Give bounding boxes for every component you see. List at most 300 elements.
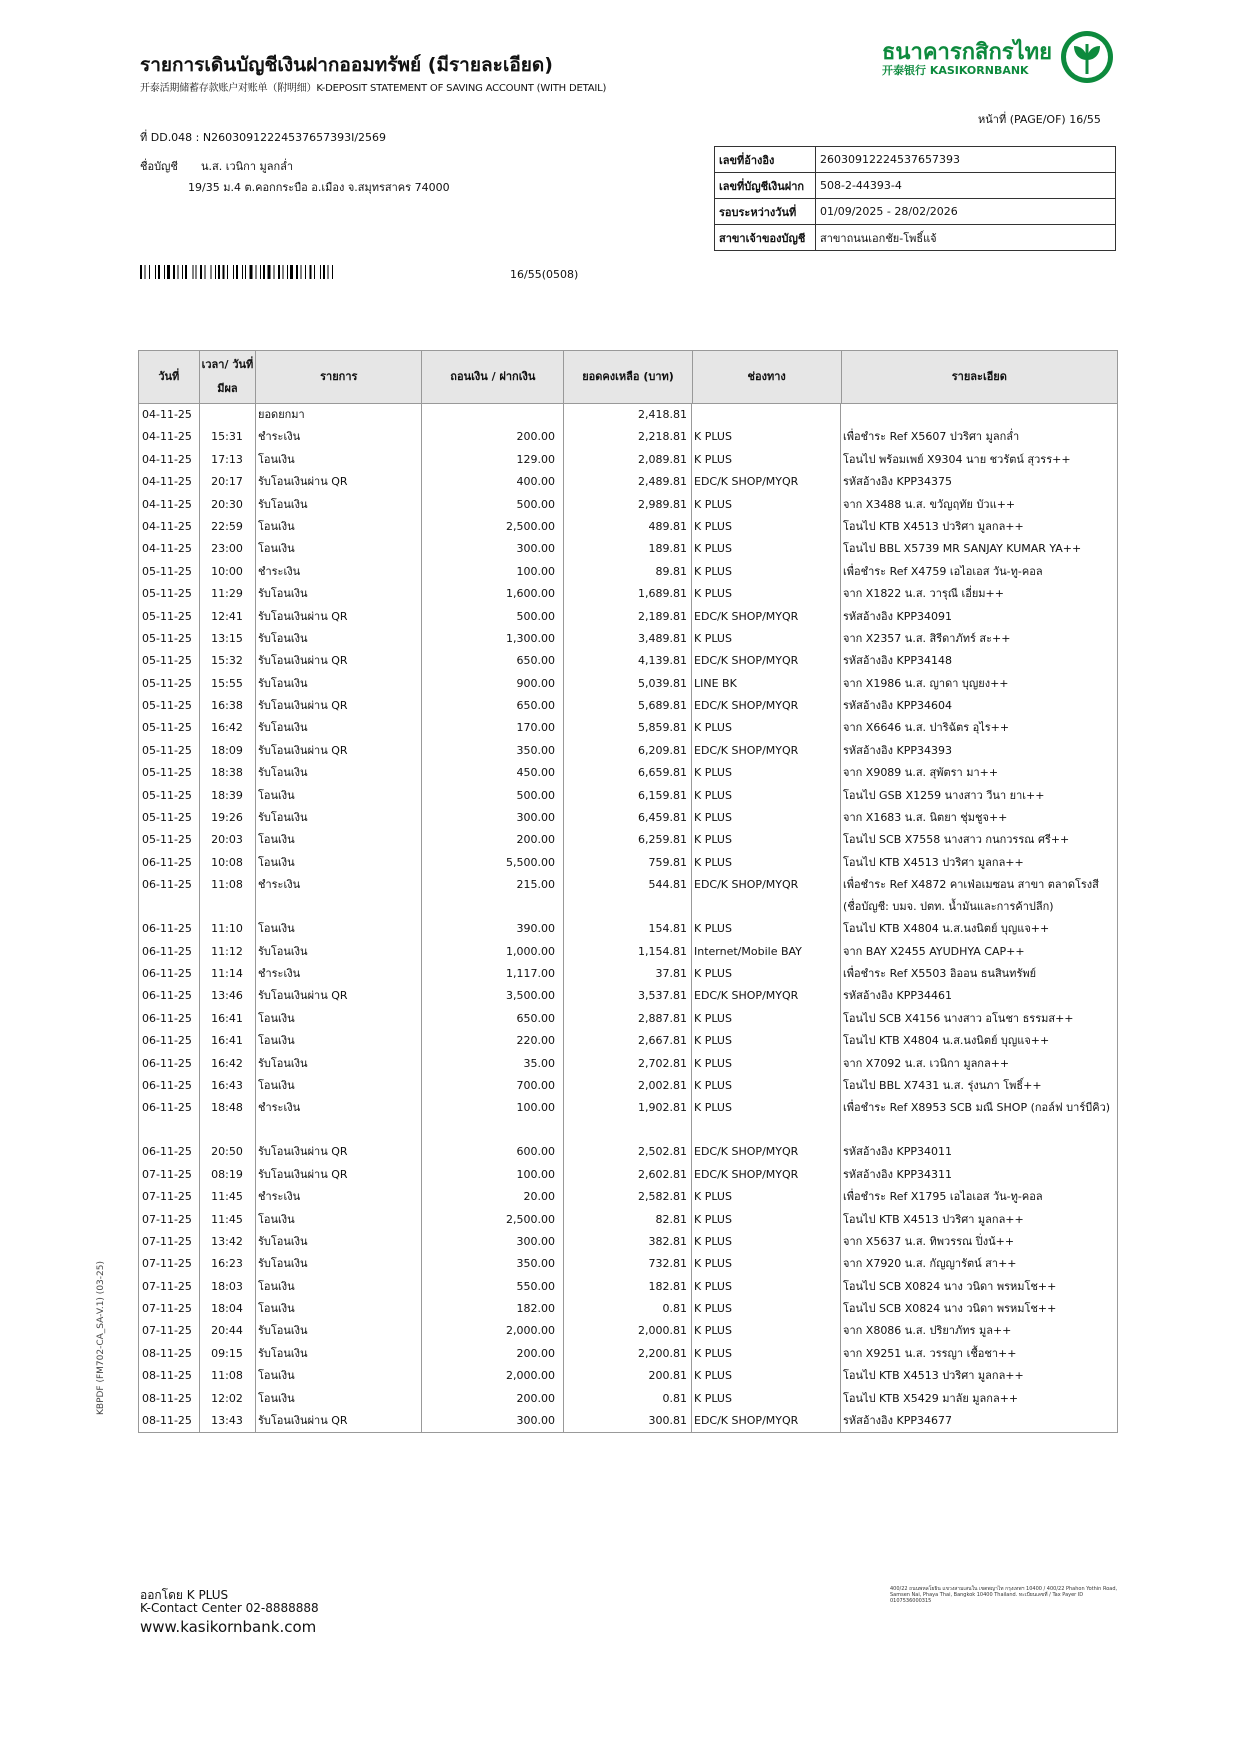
row-balance: 0.81	[662, 1391, 687, 1405]
row-detail: โอนไป KTB X5429 มาลัย มูลกล++	[843, 1391, 1019, 1405]
row-detail: จาก X8086 น.ส. ปริยาภัทร มูล++	[843, 1324, 1012, 1338]
col-description-header: รายการ	[256, 351, 422, 403]
row-amount: 129.00	[516, 452, 555, 466]
row-detail: เพื่อชำระ Ref X5607 ปวริศา มูลกล่ำ	[843, 430, 1020, 444]
account-info-label: สาขาเจ้าของบัญชี	[715, 225, 816, 251]
row-date: 04-11-25	[142, 452, 192, 466]
row-date: 06-11-25	[142, 1145, 192, 1159]
row-time: 11:45	[211, 1190, 243, 1204]
row-description: โอนเงิน	[258, 855, 295, 869]
row-detail: จาก X7092 น.ส. เวนิกา มูลกล++	[843, 1056, 1010, 1070]
row-amount: 1,600.00	[506, 587, 555, 601]
row-detail: โอนไป SCB X0824 นาง วนิดา พรหมโช++	[843, 1302, 1057, 1316]
row-time: 11:08	[211, 878, 243, 892]
row-channel: K PLUS	[694, 811, 732, 825]
row-date: 05-11-25	[142, 699, 192, 713]
column-divider	[563, 403, 564, 1432]
row-date: 05-11-25	[142, 564, 192, 578]
row-time: 11:45	[211, 1212, 243, 1226]
row-detail: โอนไป KTB X4513 ปวริศา มูลกล++	[843, 519, 1024, 533]
row-description: รับโอนเงิน	[258, 721, 308, 735]
row-description: ชำระเงิน	[258, 878, 301, 892]
table-row	[139, 1231, 1117, 1253]
row-balance: 5,689.81	[638, 699, 687, 713]
row-amount: 500.00	[516, 497, 555, 511]
row-description: ชำระเงิน	[258, 430, 301, 444]
row-balance: 2,218.81	[638, 430, 687, 444]
row-description: โอนเงิน	[258, 1391, 295, 1405]
row-channel: EDC/K SHOP/MYQR	[694, 1414, 799, 1428]
row-description: รับโอนเงินผ่าน QR	[258, 989, 348, 1003]
issued-by: ออกโดย K PLUS	[140, 1588, 229, 1602]
account-info-value: สาขาถนนเอกชัย-โพธิ์แจ้	[816, 225, 1116, 251]
row-detail: รหัสอ้างอิง KPP34461	[843, 989, 952, 1003]
row-description: รับโอนเงินผ่าน QR	[258, 654, 348, 668]
row-channel: EDC/K SHOP/MYQR	[694, 878, 799, 892]
table-row	[139, 449, 1117, 471]
row-description: รับโอนเงินผ่าน QR	[258, 609, 348, 623]
row-date: 04-11-25	[142, 542, 192, 556]
row-time: 19:26	[211, 811, 243, 825]
table-row	[139, 628, 1117, 650]
row-channel: K PLUS	[694, 631, 732, 645]
row-channel: EDC/K SHOP/MYQR	[694, 1167, 799, 1181]
contact-center: K-Contact Center 02-8888888	[140, 1601, 319, 1615]
row-balance: 2,089.81	[638, 452, 687, 466]
row-balance: 82.81	[655, 1212, 687, 1226]
row-time: 13:15	[211, 631, 243, 645]
page-indicator: หน้าที่ (PAGE/OF) 16/55	[978, 113, 1101, 126]
row-balance: 2,887.81	[638, 1011, 687, 1025]
account-info-label: รอบระหว่างวันที่	[715, 199, 816, 225]
row-date: 06-11-25	[142, 855, 192, 869]
row-date: 05-11-25	[142, 743, 192, 757]
row-description: ชำระเงิน	[258, 1101, 301, 1115]
row-time: 15:31	[211, 430, 243, 444]
row-description: โอนเงิน	[258, 1078, 295, 1092]
col-date-header: วันที่	[139, 351, 200, 403]
row-amount: 500.00	[516, 609, 555, 623]
col-amount-header: ถอนเงิน / ฝากเงิน	[422, 351, 564, 403]
row-amount: 300.00	[516, 542, 555, 556]
table-row	[139, 1410, 1117, 1432]
row-channel: K PLUS	[694, 788, 732, 802]
bank-website: www.kasikornbank.com	[140, 1618, 317, 1636]
row-description: รับโอนเงิน	[258, 811, 308, 825]
row-detail: รหัสอ้างอิง KPP34604	[843, 699, 952, 713]
row-balance: 5,039.81	[638, 676, 687, 690]
account-info-value: 26030912224537657393	[816, 147, 1116, 173]
row-amount: 650.00	[516, 1011, 555, 1025]
row-time: 11:12	[211, 944, 243, 958]
row-detail: โอนไป BBL X7431 น.ส. รุ่งนภา โพธิ์++	[843, 1078, 1042, 1092]
table-row	[139, 807, 1117, 829]
table-row	[139, 404, 1117, 426]
row-time: 22:59	[211, 519, 243, 533]
row-amount: 100.00	[516, 1167, 555, 1181]
row-description: โอนเงิน	[258, 922, 295, 936]
row-channel: K PLUS	[694, 542, 732, 556]
table-row	[139, 1276, 1117, 1298]
row-balance: 2,582.81	[638, 1190, 687, 1204]
row-detail: เพื่อชำระ Ref X4759 เอไอเอส วัน-ทู-คอล	[843, 564, 1043, 578]
row-amount: 900.00	[516, 676, 555, 690]
row-detail: โอนไป พร้อมเพย์ X9304 นาย ชวรัตน์ สุวรร++	[843, 452, 1071, 466]
column-divider	[421, 403, 422, 1432]
column-divider	[255, 403, 256, 1432]
row-balance: 182.81	[648, 1279, 687, 1293]
row-time: 11:14	[211, 966, 243, 980]
row-balance: 489.81	[648, 519, 687, 533]
row-amount: 2,500.00	[506, 1212, 555, 1226]
row-channel: K PLUS	[694, 497, 732, 511]
account-info-row	[715, 173, 1116, 199]
row-date: 05-11-25	[142, 788, 192, 802]
row-date: 04-11-25	[142, 519, 192, 533]
row-amount: 2,500.00	[506, 519, 555, 533]
row-detail: จาก X1683 น.ส. นิตยา ชุ่มชูจ++	[843, 811, 1008, 825]
row-date: 05-11-25	[142, 676, 192, 690]
row-amount: 5,500.00	[506, 855, 555, 869]
row-time: 09:15	[211, 1346, 243, 1360]
table-row	[139, 1209, 1117, 1231]
table-row	[139, 583, 1117, 605]
col-balance-header: ยอดคงเหลือ (บาท)	[564, 351, 692, 403]
row-balance: 2,200.81	[638, 1346, 687, 1360]
table-row	[139, 426, 1117, 448]
table-row	[139, 516, 1117, 538]
row-balance: 2,602.81	[638, 1167, 687, 1181]
row-date: 07-11-25	[142, 1167, 192, 1181]
table-row	[139, 673, 1117, 695]
row-amount: 350.00	[516, 1257, 555, 1271]
row-description: โอนเงิน	[258, 1279, 295, 1293]
row-description: รับโอนเงิน	[258, 587, 308, 601]
row-balance: 0.81	[662, 1302, 687, 1316]
row-date: 05-11-25	[142, 766, 192, 780]
row-amount: 215.00	[516, 878, 555, 892]
row-amount: 100.00	[516, 564, 555, 578]
row-description: รับโอนเงิน	[258, 766, 308, 780]
table-row	[139, 561, 1117, 583]
row-channel: K PLUS	[694, 966, 732, 980]
table-row	[139, 874, 1117, 918]
row-time: 15:55	[211, 676, 243, 690]
row-time: 16:43	[211, 1078, 243, 1092]
table-row	[139, 785, 1117, 807]
row-date: 08-11-25	[142, 1369, 192, 1383]
row-time	[199, 404, 255, 426]
row-description: ยอดยกมา	[258, 408, 305, 421]
row-date: 04-11-25	[142, 475, 192, 489]
row-time: 16:38	[211, 699, 243, 713]
row-description: รับโอนเงินผ่าน QR	[258, 1145, 348, 1159]
row-description: รับโอนเงินผ่าน QR	[258, 1414, 348, 1428]
row-amount: 1,000.00	[506, 944, 555, 958]
row-detail: โอนไป KTB X4513 ปวริศา มูลกล++	[843, 855, 1024, 869]
table-row	[139, 717, 1117, 739]
row-time: 16:41	[211, 1034, 243, 1048]
row-date: 05-11-25	[142, 609, 192, 623]
row-description: รับโอนเงินผ่าน QR	[258, 1167, 348, 1181]
table-row	[139, 829, 1117, 851]
row-date: 07-11-25	[142, 1190, 192, 1204]
row-amount: 100.00	[516, 1101, 555, 1115]
row-date: 07-11-25	[142, 1324, 192, 1338]
row-time: 16:42	[211, 721, 243, 735]
row-time: 12:41	[211, 609, 243, 623]
account-address: 19/35 ม.4 ต.คอกกระบือ อ.เมือง จ.สมุทรสาคร 74000	[188, 181, 450, 194]
table-row	[139, 1388, 1117, 1410]
row-description: โอนเงิน	[258, 1302, 295, 1316]
row-detail: จาก X9251 น.ส. วรรญา เชื้อชา++	[843, 1346, 1017, 1360]
row-detail: จาก X1986 น.ส. ญาดา บุญยง++	[843, 676, 1009, 690]
column-divider	[691, 403, 692, 1432]
row-description: โอนเงิน	[258, 542, 295, 556]
row-description: โอนเงิน	[258, 452, 295, 466]
row-balance: 2,000.81	[638, 1324, 687, 1338]
row-channel: K PLUS	[694, 1078, 732, 1092]
row-channel: K PLUS	[694, 833, 732, 847]
row-amount: 200.00	[516, 1391, 555, 1405]
row-detail: โอนไป BBL X5739 MR SANJAY KUMAR YA++	[843, 542, 1082, 556]
row-amount: 650.00	[516, 699, 555, 713]
row-balance: 4,139.81	[638, 654, 687, 668]
table-row	[139, 852, 1117, 874]
row-amount: 3,500.00	[506, 989, 555, 1003]
table-row	[139, 1343, 1117, 1365]
account-info-label: เลขที่อ้างอิง	[715, 147, 816, 173]
barcode-icon	[140, 265, 385, 279]
row-date: 05-11-25	[142, 833, 192, 847]
row-balance: 382.81	[648, 1234, 687, 1248]
row-channel: K PLUS	[694, 1302, 732, 1316]
barcode-number: 16/55(0508)	[510, 268, 579, 281]
table-row	[139, 494, 1117, 516]
row-balance: 2,502.81	[638, 1145, 687, 1159]
row-detail: เพื่อชำระ Ref X5503 อิออน ธนสินทรัพย์	[843, 966, 1037, 980]
row-time: 11:10	[211, 922, 243, 936]
table-row	[139, 740, 1117, 762]
account-info-table	[714, 146, 1116, 251]
table-row	[139, 1298, 1117, 1320]
table-row	[139, 1097, 1117, 1141]
row-time: 20:50	[211, 1145, 243, 1159]
row-description: รับโอนเงิน	[258, 1257, 308, 1271]
row-time: 18:09	[211, 743, 243, 757]
row-amount: 35.00	[523, 1056, 555, 1070]
row-time: 08:19	[211, 1167, 243, 1181]
row-description: โอนเงิน	[258, 1212, 295, 1226]
row-time: 13:46	[211, 989, 243, 1003]
row-amount: 300.00	[516, 811, 555, 825]
table-row	[139, 606, 1117, 628]
row-description: รับโอนเงิน	[258, 1346, 308, 1360]
form-code: KBPDF (FM702-CA_SA-V.1) (03-25)	[96, 1261, 106, 1415]
row-time: 18:48	[211, 1101, 243, 1115]
table-row	[139, 1186, 1117, 1208]
row-balance: 89.81	[655, 564, 687, 578]
row-description: ชำระเงิน	[258, 564, 301, 578]
row-channel: K PLUS	[694, 1279, 732, 1293]
row-amount: 700.00	[516, 1078, 555, 1092]
row-time: 12:02	[211, 1391, 243, 1405]
row-balance: 3,537.81	[638, 989, 687, 1003]
column-divider	[840, 403, 841, 1432]
table-row	[139, 1320, 1117, 1342]
row-description: รับโอนเงิน	[258, 1234, 308, 1248]
row-channel: K PLUS	[694, 1212, 732, 1226]
row-channel	[691, 404, 840, 426]
table-row	[139, 1053, 1117, 1075]
table-row	[139, 963, 1117, 985]
row-time: 10:08	[211, 855, 243, 869]
table-row	[139, 1253, 1117, 1275]
row-description: โอนเงิน	[258, 519, 295, 533]
column-divider	[199, 403, 200, 1432]
row-detail: รหัสอ้างอิง KPP34011	[843, 1145, 952, 1159]
row-description: ชำระเงิน	[258, 966, 301, 980]
row-channel: EDC/K SHOP/MYQR	[694, 989, 799, 1003]
row-detail: โอนไป GSB X1259 นางสาว วีนา ยาเ++	[843, 788, 1045, 802]
row-date: 04-11-25	[142, 408, 192, 421]
row-description: รับโอนเงิน	[258, 1056, 308, 1070]
row-balance: 1,902.81	[638, 1101, 687, 1115]
row-balance: 759.81	[648, 855, 687, 869]
row-amount: 2,000.00	[506, 1324, 555, 1338]
row-date: 07-11-25	[142, 1234, 192, 1248]
row-detail: จาก X7920 น.ส. กัญญารัตน์ สา++	[843, 1257, 1017, 1271]
row-detail: โอนไป KTB X4804 น.ส.นงนิตย์ บุญแจ++	[843, 922, 1050, 936]
account-info-row	[715, 199, 1116, 225]
row-detail: จาก X5637 น.ส. ทิพวรรณ ปิ่งน้++	[843, 1234, 1015, 1248]
row-amount: 1,117.00	[506, 966, 555, 980]
row-detail: โอนไป KTB X4513 ปวริศา มูลกล++	[843, 1369, 1024, 1383]
account-info-label: เลขที่บัญชีเงินฝาก	[715, 173, 816, 199]
row-description: รับโอนเงิน	[258, 944, 308, 958]
row-channel: K PLUS	[694, 1056, 732, 1070]
row-balance: 2,189.81	[638, 609, 687, 623]
row-channel: K PLUS	[694, 1346, 732, 1360]
row-time: 18:03	[211, 1279, 243, 1293]
row-time: 16:23	[211, 1257, 243, 1271]
row-amount: 170.00	[516, 721, 555, 735]
row-balance: 2,002.81	[638, 1078, 687, 1092]
bank-address-fine-print: 400/22 ถนนพหลโยธิน แขวงสามเสนใน เขตพญาไท กรุงเทพฯ 10400 / 400/22 Phahon Yothin Road, Samsen Nai, Phaya Thai, Bangkok 10400 Thailand. ทะเบียนเลขที่ / Tax Payer ID 0107536000315	[890, 1586, 1118, 1604]
document-reference: ที่ DD.048 : N26030912224537657393I/2569	[140, 131, 387, 144]
row-date: 05-11-25	[142, 654, 192, 668]
row-balance: 6,209.81	[638, 743, 687, 757]
row-date: 05-11-25	[142, 587, 192, 601]
row-amount: 450.00	[516, 766, 555, 780]
row-detail: โอนไป KTB X4513 ปวริศา มูลกล++	[843, 1212, 1024, 1226]
row-time: 18:39	[211, 788, 243, 802]
row-channel: K PLUS	[694, 1011, 732, 1025]
row-detail: เพื่อชำระ Ref X8953 SCB มณี SHOP (กอล์ฟ บาร์บีคิว)	[843, 1101, 1111, 1115]
row-balance: 3,489.81	[638, 631, 687, 645]
row-detail: เพื่อชำระ Ref X4872 คาเฟ่อเมซอน สาขา ตลาดโรงสี (ชื่อบัญชี: บมจ. ปตท. น้ำมันและการค้าปลีก)	[843, 878, 1099, 914]
statement-table-header	[139, 351, 1117, 404]
row-detail: รหัสอ้างอิง KPP34677	[843, 1414, 952, 1428]
bank-name-en: 开泰银行 KASIKORNBANK	[882, 64, 1029, 77]
row-channel: K PLUS	[694, 564, 732, 578]
row-balance: 2,667.81	[638, 1034, 687, 1048]
row-detail: รหัสอ้างอิง KPP34148	[843, 654, 952, 668]
row-amount: 200.00	[516, 430, 555, 444]
row-date: 04-11-25	[142, 497, 192, 511]
row-description: โอนเงิน	[258, 833, 295, 847]
row-date: 06-11-25	[142, 1101, 192, 1115]
account-name-label: ชื่อบัญชี	[140, 160, 178, 173]
row-detail: รหัสอ้างอิง KPP34311	[843, 1167, 952, 1181]
row-balance: 6,459.81	[638, 811, 687, 825]
row-balance: 6,259.81	[638, 833, 687, 847]
row-channel: K PLUS	[694, 452, 732, 466]
statement-title-en: 开泰活期储蓄存款账户对账单（附明细）K-DEPOSIT STATEMENT OF SAVING ACCOUNT (WITH DETAIL)	[140, 83, 607, 94]
table-row	[139, 1164, 1117, 1186]
table-row	[139, 695, 1117, 717]
row-time: 11:29	[211, 587, 243, 601]
table-row	[139, 650, 1117, 672]
table-row	[139, 538, 1117, 560]
account-name: น.ส. เวนิกา มูลกล่ำ	[201, 160, 294, 173]
row-detail: รหัสอ้างอิง KPP34091	[843, 609, 952, 623]
table-row	[139, 1075, 1117, 1097]
row-channel: K PLUS	[694, 721, 732, 735]
row-time: 13:43	[211, 1414, 243, 1428]
row-channel: K PLUS	[694, 430, 732, 444]
table-row	[139, 1141, 1117, 1163]
row-time: 11:08	[211, 1369, 243, 1383]
row-channel: K PLUS	[694, 855, 732, 869]
row-channel: EDC/K SHOP/MYQR	[694, 1145, 799, 1159]
row-detail: โอนไป SCB X0824 นาง วนิดา พรหมโช++	[843, 1279, 1057, 1293]
row-description: รับโอนเงินผ่าน QR	[258, 475, 348, 489]
row-balance: 5,859.81	[638, 721, 687, 735]
row-amount: 300.00	[516, 1234, 555, 1248]
row-date: 06-11-25	[142, 1034, 192, 1048]
row-channel: EDC/K SHOP/MYQR	[694, 609, 799, 623]
row-description: โอนเงิน	[258, 1011, 295, 1025]
row-channel: K PLUS	[694, 922, 732, 936]
row-detail: โอนไป KTB X4804 น.ส.นงนิตย์ บุญแจ++	[843, 1034, 1050, 1048]
row-amount: 650.00	[516, 654, 555, 668]
row-date: 06-11-25	[142, 944, 192, 958]
account-info-value: 01/09/2025 - 28/02/2026	[816, 199, 1116, 225]
row-channel: K PLUS	[694, 1234, 732, 1248]
row-balance: 2,989.81	[638, 497, 687, 511]
account-info-row	[715, 225, 1116, 251]
row-date: 07-11-25	[142, 1302, 192, 1316]
account-info-row	[715, 147, 1116, 173]
table-row	[139, 918, 1117, 940]
row-balance: 6,659.81	[638, 766, 687, 780]
row-balance: 6,159.81	[638, 788, 687, 802]
row-channel: K PLUS	[694, 587, 732, 601]
row-date: 06-11-25	[142, 878, 192, 892]
row-description: โอนเงิน	[258, 1034, 295, 1048]
statement-rows	[139, 404, 1117, 1432]
row-channel: K PLUS	[694, 766, 732, 780]
row-balance: 37.81	[655, 966, 687, 980]
row-detail: จาก X3488 น.ส. ขวัญฤทัย บัวแ++	[843, 497, 1016, 511]
row-detail: รหัสอ้างอิง KPP34375	[843, 475, 952, 489]
row-date: 06-11-25	[142, 1011, 192, 1025]
row-amount	[421, 404, 563, 426]
row-channel: K PLUS	[694, 1101, 732, 1115]
row-description: รับโอนเงิน	[258, 497, 308, 511]
row-balance: 200.81	[648, 1369, 687, 1383]
